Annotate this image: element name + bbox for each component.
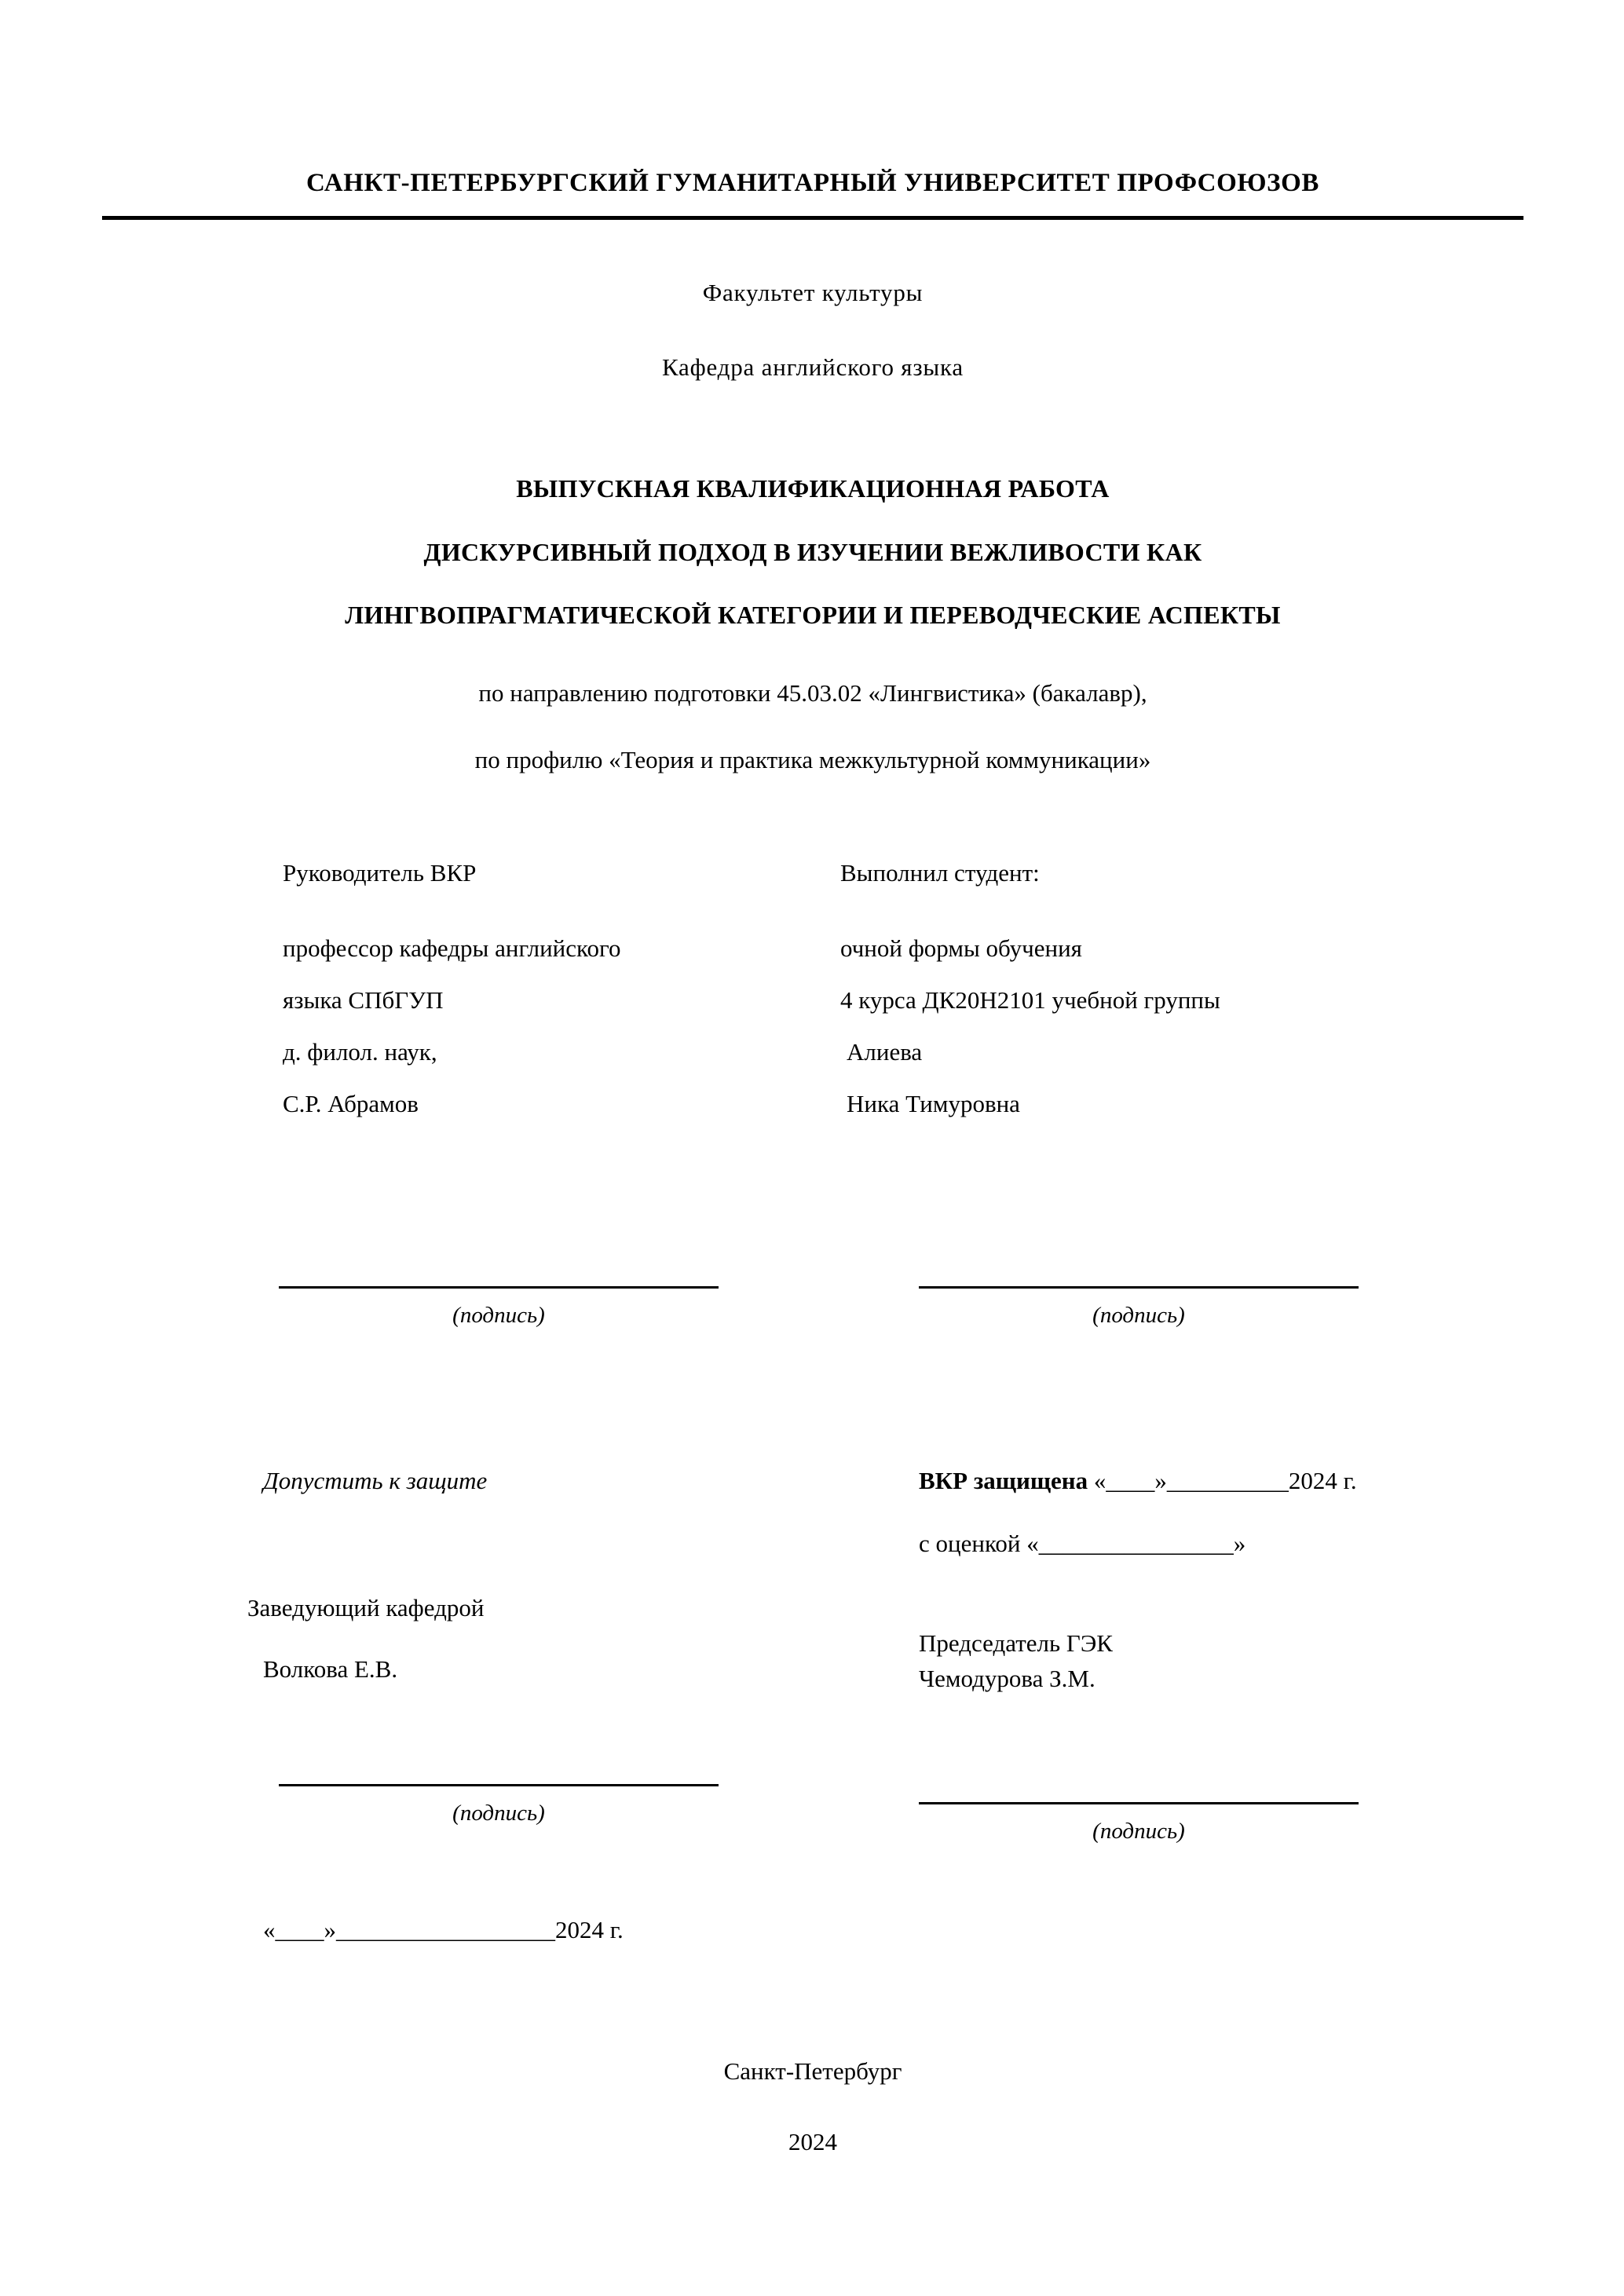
gek-signature-caption: (подпись): [1092, 1819, 1185, 1844]
head-of-department-role: Заведующий кафедрой: [247, 1594, 485, 1621]
student-form-of-study: очной формы обучения: [840, 934, 1082, 963]
grade-line: с оценкой «________________»: [919, 1530, 1246, 1557]
student-group: 4 курса ДК20Н2101 учебной группы: [840, 986, 1220, 1015]
student-role-label: Выполнил студент:: [840, 859, 1040, 887]
supervisor-signature-caption: (подпись): [452, 1303, 545, 1328]
profile-line: по профилю «Теория и практика межкультурной коммуникации»: [474, 746, 1151, 773]
student-given-name: Ника Тимуровна: [847, 1090, 1020, 1118]
university-name: САНКТ-ПЕТЕРБУРГСКИЙ ГУМАНИТАРНЫЙ УНИВЕРСИТЕТ ПРОФСОЮЗОВ: [305, 169, 1319, 197]
program-line: по направлению подготовки 45.03.02 «Лингвистика» (бакалавр),: [478, 679, 1147, 707]
faculty-name: Факультет культуры: [702, 279, 924, 306]
gek-chair-role: Председатель ГЭК: [919, 1629, 1113, 1657]
signature-rule: [279, 1784, 719, 1786]
signature-rule: [279, 1286, 719, 1289]
supervisor-block: [283, 856, 785, 1162]
work-type-heading: ВЫПУСКНАЯ КВАЛИФИКАЦИОННАЯ РАБОТА: [516, 474, 1110, 503]
header-divider: [102, 216, 1523, 220]
signature-rule: [919, 1802, 1359, 1804]
year: 2024: [788, 2128, 837, 2155]
admission-date-line: «____»__________________2024 г.: [263, 1916, 624, 1943]
gek-signature-field: [919, 1802, 1359, 1844]
defense-date-line: [919, 1467, 1357, 1495]
signature-rule: [919, 1286, 1359, 1289]
student-block: [840, 856, 1390, 1162]
supervisor-position-line-1: профессор кафедры английского: [283, 934, 621, 963]
defended-date-blank: «____»__________2024 г.: [1093, 1467, 1357, 1494]
supervisor-signature-field: [279, 1286, 719, 1329]
gek-chair-name: Чемодурова З.М.: [919, 1665, 1095, 1692]
head-signature-field: [279, 1784, 719, 1826]
admit-label: Допустить к защите: [263, 1467, 488, 1494]
student-signature-caption: (подпись): [1092, 1303, 1185, 1328]
supervisor-degree: д. филол. наук,: [283, 1038, 437, 1066]
supervisor-name: С.Р. Абрамов: [283, 1090, 419, 1118]
head-signature-caption: (подпись): [452, 1801, 545, 1826]
student-surname: Алиева: [847, 1038, 923, 1066]
department-name: Кафедра английского языка: [661, 353, 964, 381]
head-of-department-name: Волкова Е.В.: [263, 1655, 398, 1683]
city-name: Санкт-Петербург: [723, 2057, 902, 2085]
supervisor-role-label: Руководитель ВКР: [283, 859, 477, 887]
thesis-title-line-1: ДИСКУРСИВНЫЙ ПОДХОД В ИЗУЧЕНИИ ВЕЖЛИВОСТИ КАК: [423, 538, 1202, 566]
thesis-title-line-2: ЛИНГВОПРАГМАТИЧЕСКОЙ КАТЕГОРИИ И ПЕРЕВОДЧЕСКИЕ АСПЕКТЫ: [345, 601, 1281, 629]
student-signature-field: [919, 1286, 1359, 1329]
page-content: [102, 0, 1523, 2296]
defended-label: ВКР защищена: [919, 1467, 1088, 1494]
supervisor-position-line-2: языка СПбГУП: [283, 986, 444, 1015]
